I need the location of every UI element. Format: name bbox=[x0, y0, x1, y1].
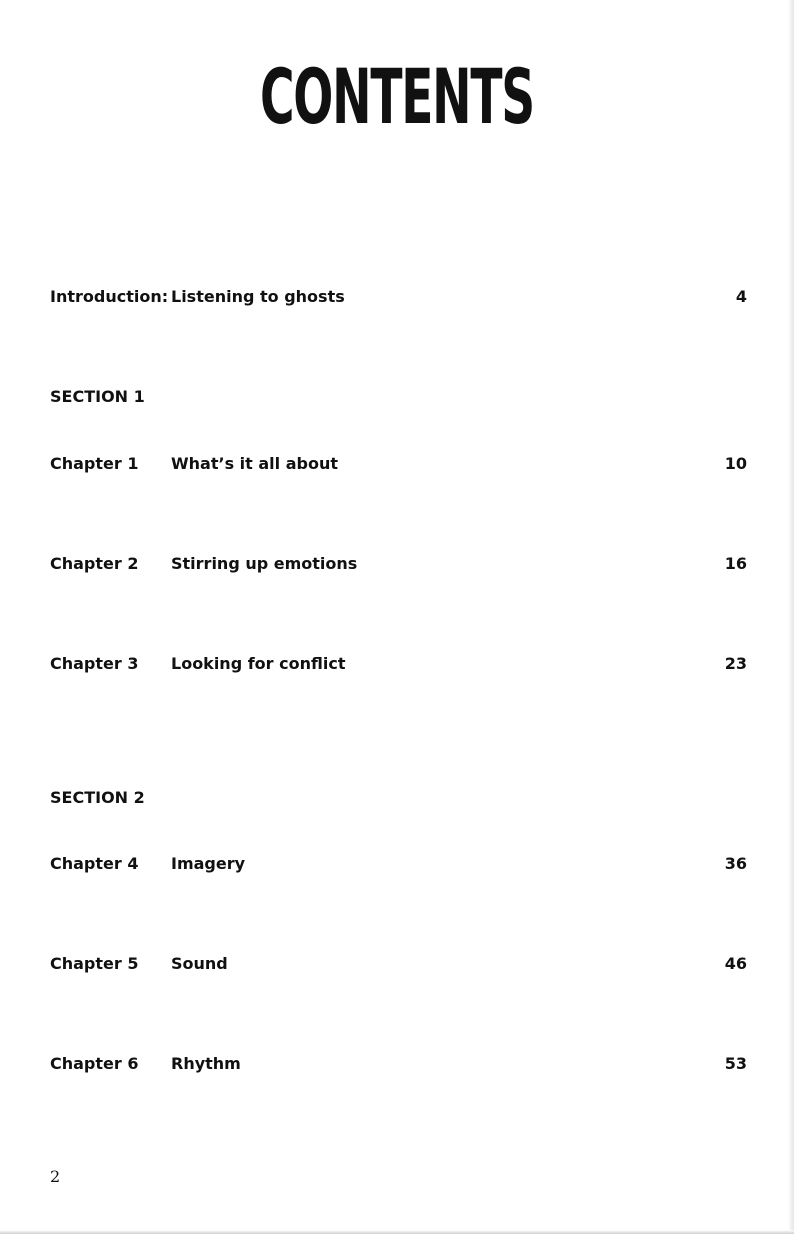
toc-entry-label: Chapter 4 bbox=[50, 854, 139, 873]
toc-entry-label: Chapter 3 bbox=[50, 654, 139, 673]
toc-entry-title: What’s it all about bbox=[171, 454, 338, 473]
toc-entry-introduction[interactable] bbox=[50, 285, 747, 309]
toc-entry-label: Chapter 2 bbox=[50, 554, 139, 573]
section-heading-2: SECTION 2 bbox=[50, 788, 145, 807]
toc-entry-page-number: 10 bbox=[724, 454, 747, 473]
toc-entry-page-number: 53 bbox=[724, 1054, 747, 1073]
page-title-text: CONTENTS bbox=[259, 52, 535, 141]
toc-entry-title: Rhythm bbox=[171, 1054, 241, 1073]
toc-entry-chapter-3[interactable] bbox=[50, 652, 747, 676]
toc-entry-page-number: 16 bbox=[724, 554, 747, 573]
page-bottom-edge bbox=[0, 1230, 794, 1234]
toc-entry-chapter-2[interactable] bbox=[50, 552, 747, 576]
toc-entry-label: Chapter 1 bbox=[50, 454, 139, 473]
toc-entry-page-number: 36 bbox=[724, 854, 747, 873]
page-edge-shadow bbox=[788, 0, 794, 1234]
page-number-folio: 2 bbox=[50, 1167, 61, 1186]
toc-entry-chapter-1[interactable] bbox=[50, 452, 747, 476]
toc-entry-chapter-4[interactable] bbox=[50, 852, 747, 876]
section-heading-1: SECTION 1 bbox=[50, 387, 145, 406]
toc-entry-page-number: 23 bbox=[724, 654, 747, 673]
toc-entry-chapter-5[interactable] bbox=[50, 952, 747, 976]
toc-entry-title: Stirring up emotions bbox=[171, 554, 358, 573]
toc-entry-chapter-6[interactable] bbox=[50, 1052, 747, 1076]
toc-entry-label: Introduction: bbox=[50, 287, 169, 306]
toc-entry-title: Looking for conflict bbox=[171, 654, 346, 673]
toc-entry-page-number: 46 bbox=[724, 954, 747, 973]
toc-entry-title: Imagery bbox=[171, 854, 246, 873]
toc-entry-label: Chapter 5 bbox=[50, 954, 139, 973]
page-title bbox=[0, 52, 794, 142]
toc-entry-label: Chapter 6 bbox=[50, 1054, 139, 1073]
toc-entry-page-number: 4 bbox=[735, 287, 747, 306]
toc-entry-title: Listening to ghosts bbox=[171, 287, 345, 306]
toc-entry-title: Sound bbox=[171, 954, 228, 973]
